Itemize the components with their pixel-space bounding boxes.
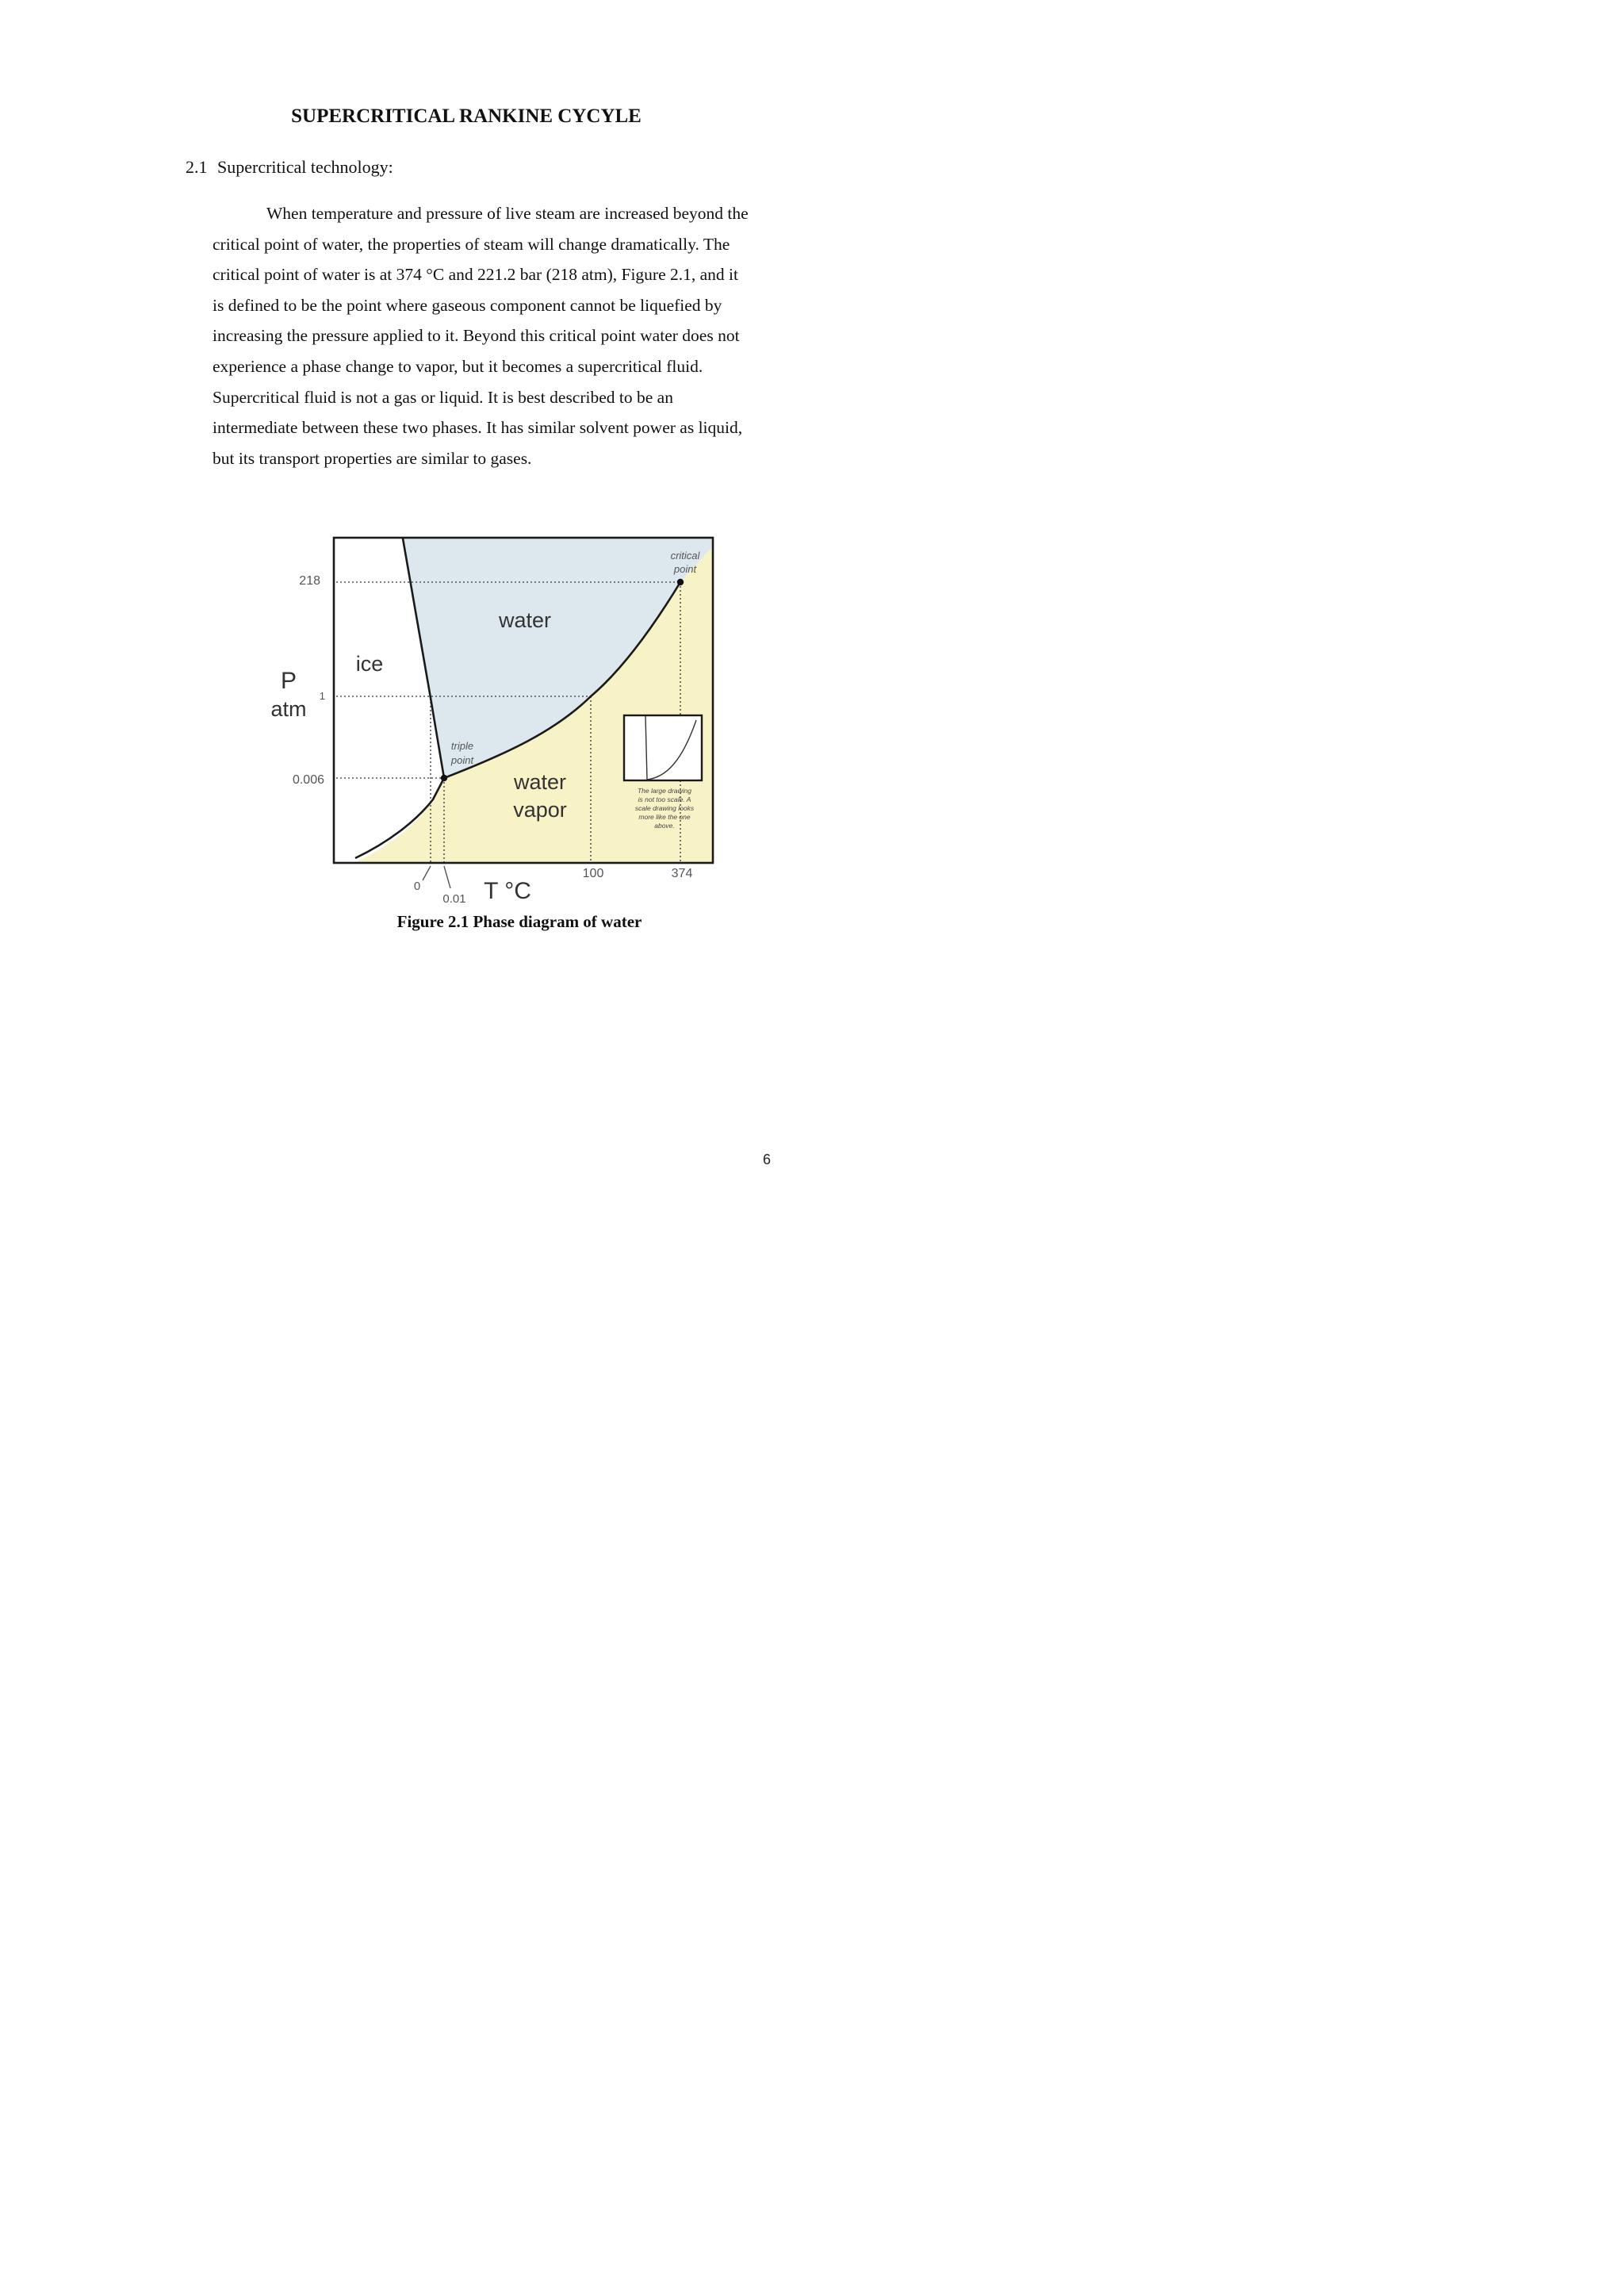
figure-caption: Figure 2.1 Phase diagram of water bbox=[396, 912, 642, 931]
paragraph-line: critical point of water, the properties of steam will change dramatically. The bbox=[213, 234, 730, 254]
x-tick-label: 100 bbox=[582, 867, 604, 880]
critical-point-label-line1: critical bbox=[670, 550, 700, 562]
y-axis-label-line1: P bbox=[280, 668, 297, 694]
x-tick-label: 0.01 bbox=[442, 892, 466, 906]
inset-note-line: is not too scale. A bbox=[638, 795, 691, 803]
section-number: 2.1 bbox=[186, 157, 208, 177]
y-tick-label: 0.006 bbox=[292, 773, 324, 787]
paragraph-line: Supercritical fluid is not a gas or liquid. It is best described to be an bbox=[213, 387, 673, 407]
water-region-label: water bbox=[498, 608, 552, 632]
inset-note-line: scale drawing looks bbox=[634, 804, 695, 812]
paragraph-line: is defined to be the point where gaseous component cannot be liquefied by bbox=[213, 295, 722, 315]
triple-point-marker bbox=[441, 775, 447, 781]
paragraph-line: increasing the pressure applied to it. Beyond this critical point water does not bbox=[213, 326, 740, 346]
vapor-region-label-line2: vapor bbox=[513, 798, 567, 822]
inset-note-line: above. bbox=[654, 822, 675, 830]
document-title: SUPERCRITICAL RANKINE CYCYLE bbox=[291, 105, 642, 127]
triple-point-label-line2: point bbox=[450, 754, 474, 766]
vapor-region-label-line1: water bbox=[513, 770, 567, 794]
y-tick-label: 218 bbox=[299, 574, 320, 588]
triple-point-label-line1: triple bbox=[450, 740, 474, 752]
paragraph-line: but its transport properties are similar to gases. bbox=[213, 448, 532, 468]
section-title: Supercritical technology: bbox=[217, 157, 393, 177]
x-tick-label: 0 bbox=[413, 880, 421, 893]
page-number: 6 bbox=[763, 1152, 772, 1167]
paragraph-line: critical point of water is at 374 °C and 221.2 bar (218 atm), Figure 2.1, and it bbox=[213, 265, 739, 285]
x-tick-label: 374 bbox=[671, 867, 693, 880]
ice-region-label: ice bbox=[355, 652, 384, 676]
body-paragraph bbox=[213, 198, 768, 473]
x-axis-label: T °C bbox=[484, 878, 531, 904]
paragraph-line: When temperature and pressure of live steam are increased beyond the bbox=[266, 204, 749, 223]
paragraph-line: experience a phase change to vapor, but it becomes a supercritical fluid. bbox=[213, 356, 703, 376]
inset-scale-drawing bbox=[624, 715, 702, 780]
y-axis-label-line2: atm bbox=[270, 697, 307, 721]
section-heading bbox=[186, 157, 393, 178]
paragraph-line: intermediate between these two phases. It has similar solvent power as liquid, bbox=[213, 418, 743, 438]
y-tick-label: 1 bbox=[319, 690, 325, 702]
inset-note-line: more like the one bbox=[638, 813, 691, 821]
critical-point-marker bbox=[677, 579, 684, 585]
inset-note-line: The large drawing bbox=[637, 787, 692, 795]
document-page bbox=[0, 0, 879, 1242]
critical-point-label-line2: point bbox=[673, 563, 697, 575]
x-tick-leader bbox=[444, 866, 450, 888]
phase-diagram bbox=[262, 527, 722, 908]
x-tick-leader bbox=[423, 866, 431, 880]
